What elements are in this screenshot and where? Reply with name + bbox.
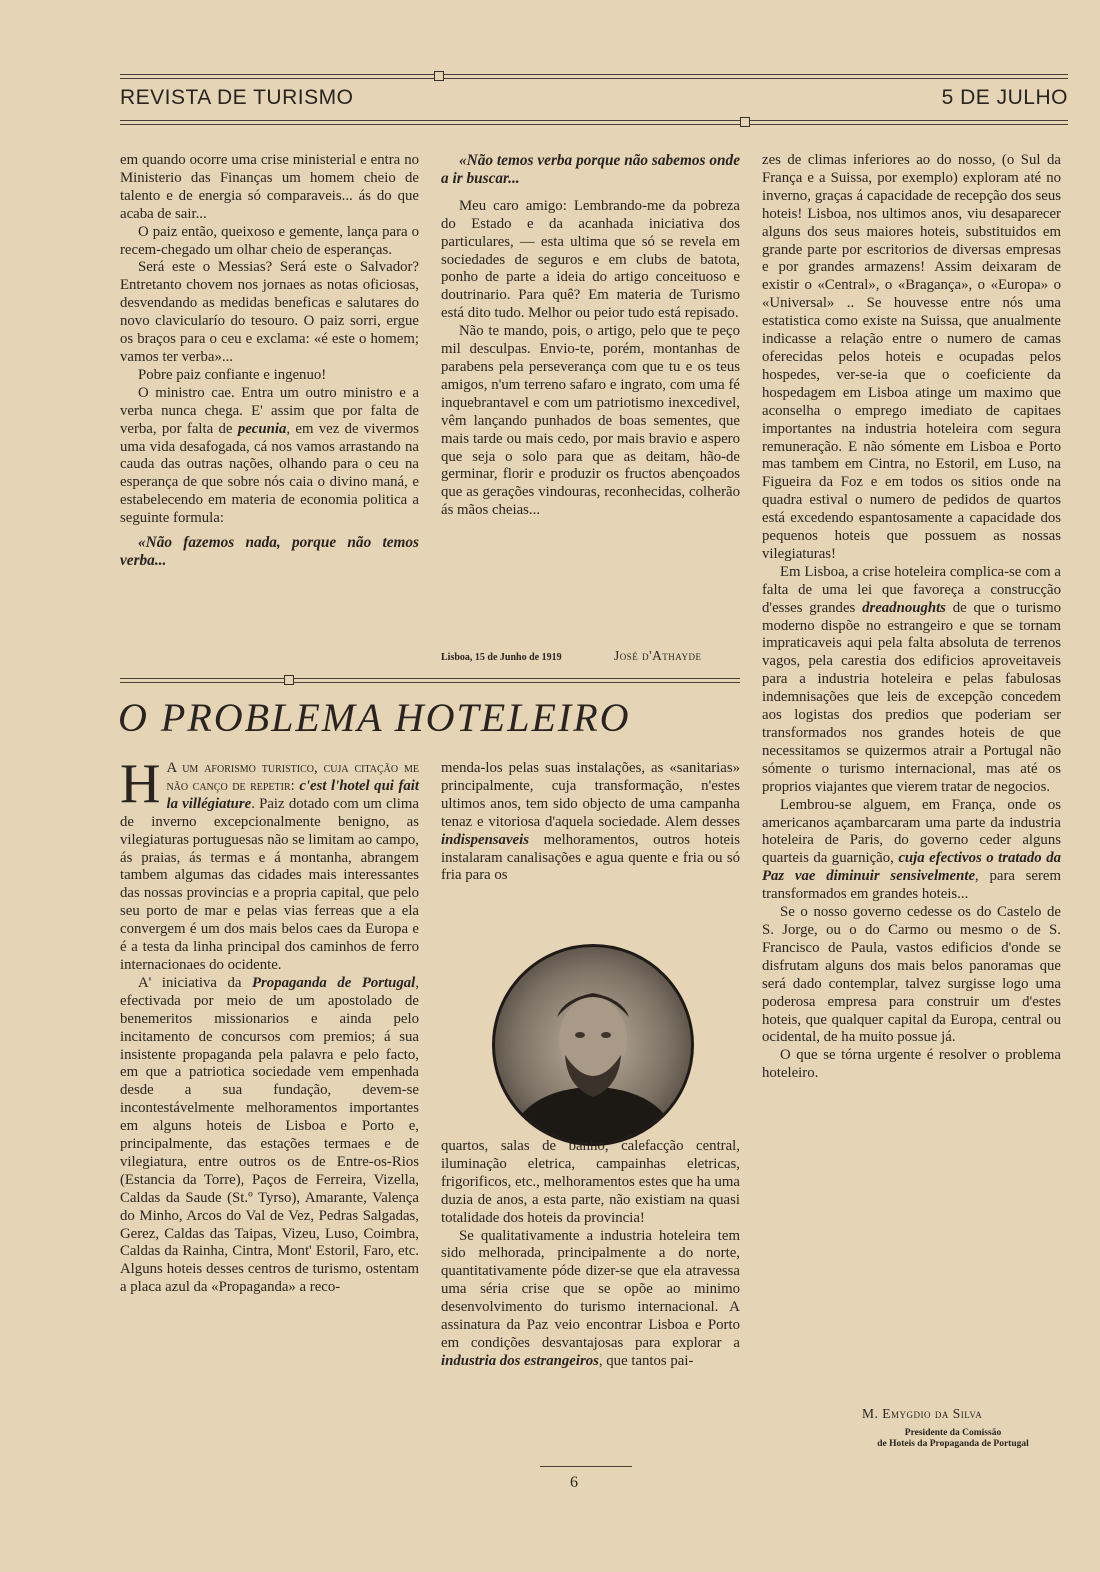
issue-date: 5 DE JULHO <box>941 86 1068 109</box>
ornament-box <box>284 675 294 685</box>
header-rule-top-2 <box>120 78 1068 79</box>
paragraph: Será este o Messias? Será este o Salvador? Entretanto chovem nos jornaes as notas oficiosas, desvendando as medidas beneficas e salutares do novo clavicularío do tesouro. O paiz sorri, ergue os braços para o ceu e exclama: «é este o homem; vamos ter verba»... <box>120 259 419 365</box>
first-article-column-2 <box>441 152 740 520</box>
paragraph: H A um aforismo turistico, cuja citação me não canço de repetir: c'est l'hotel qui fait la villégiature. Paiz dotado com um clima de inverno excepcionalmente benigno, as vilegiaturas portuguesas não se limitam ao campo, ás praias, ás termas e á montanha, abrangem tambem algumas das cidades mais interessantes das nossas provincias e a propria capital, que pelo seu porto de mar e pelas vias ferreas que a ela convergem é um dos mais belos caes da Europa e é a testa da linha principal dos caminhos de ferro internacionaes do ocidente. <box>120 753 420 973</box>
paragraph: Meu caro amigo: Lembrando-me da pobreza do Estado e da acanhada iniciativa dos particulares, — esta ultima que só se revela em sociedades de seguros e em clubs de batota, ponho de parte a ideia do artigo conceituoso e doutrinario. Para quê? Em materia de Turismo está dito tudo. Melhor ou peior tudo está repisado. <box>441 197 740 322</box>
emphasis: Propaganda de Portugal <box>252 974 416 991</box>
article-author: José d'Athayde <box>614 648 702 663</box>
article-title: O PROBLEMA HOTELEIRO <box>118 695 631 740</box>
second-article-column-2 <box>441 760 740 885</box>
second-article-column-1 <box>120 753 420 1297</box>
paragraph: Pobre paiz confiante e ingenuo! <box>138 366 327 383</box>
quote: «Não fazemos nada, porque não temos verba... <box>120 534 419 569</box>
section-rule <box>120 678 740 679</box>
paragraph: O ministro cae. Entra um outro ministro e a verba nunca chega. E' assim que por falta de verba, por falta de pecunia, em vez de vivermos uma vida desafogada, cá nos vamos arrastando na cauda das outras nações, olhando para o ceu na esperança de que sobre nós caia o divino maná, e estabelecendo em materia de economia politica a seguinte formula: <box>120 384 419 527</box>
first-article-column-1 <box>120 152 419 570</box>
page-number: 6 <box>570 1474 578 1491</box>
emphasis: cuja efectivos o tratado da Paz vae diminuir sensivelmente <box>762 850 1061 885</box>
footer-rule <box>540 1466 632 1467</box>
paragraph: A' iniciativa da Propaganda de Portugal, efectivada por meio de um apostolado de benemeritos missionarios e ainda pelo incitamento de concursos com premios; á sua insistente propaganda pela palavra e pelo facto, em que a patriotica sociedade vem empenhada desde a sua fundação, devem-se incontestávelmente melhoramentos importantes em alguns hoteis de Lisboa e Porto e, principalmente, das estações termaes e de vilegiatura, entre outros os de Entre-os-Rios (Estancia da Torre), Paços de Ferreira, Vizella, Caldas da Saude (St.º Tyrso), Amarante, Valença do Minho, Arcos do Val de Vez, Pedras Salgadas, Gerez, Caldas das Taipas, Vizeu, Luso, Coimbra, Caldas da Rainha, Cintra, Mont' Estoril, Faro, etc. Alguns hoteis desses centros de turismo, ostentam a placa azul da «Propaganda» a reco- <box>120 974 420 1296</box>
paragraph: O paiz então, queixoso e gemente, lança para o recem-chegado um olhar cheio de esperanças. <box>120 223 419 258</box>
magazine-title: REVISTA DE TURISMO <box>120 86 354 109</box>
emphasis: dreadnoughts <box>862 599 946 616</box>
second-article-author: M. Emygdio da Silva <box>862 1406 983 1421</box>
paragraph: Lembrou-se alguem, em França, onde os americanos açambarcaram uma parte da industria hoteleira de Paris, do governo ceder alguns quarteis da guarnição, cuja efectivos o tratado da Paz vae diminuir sensivelmente, para serem transformados em grandes hoteis... <box>762 796 1061 903</box>
emphasis: c'est l'hotel qui fait la villégiature <box>166 777 420 812</box>
paragraph: menda-los pelas suas instalações, as «sanitarias» principalmente, cuja transformação, n'estes ultimos anos, tem sido objecto de uma campanha tenaz e vitoriosa d'aquela sociedade. Alem desses indispensaveis melhoramentos, outros hoteis instalaram canalisações e agua quente e fria ou só fria para os <box>441 760 740 884</box>
section-rule-2 <box>120 682 740 683</box>
author-role: Presidente da Comissão de Hoteis da Propaganda de Portugal <box>877 1428 1029 1449</box>
paragraph: Não te mando, pois, o artigo, pelo que te peço mil desculpas. Envio-te, porém, montanhas de parabens pela perseverança com que tu e os teus amigos, n'um terreno safaro e ingrato, com uma fé inquebrantavel e com um patriotismo inexcedivel, vêm lançando punhados de boas sementes, que mais tarde ou mais cedo, por mais bravio e aspero que seja o solo para que as deitam, hão-de germinar, florir e produzir os fructos abençoados que as gerações vindouras, reconhecidas, colherão ás mãos cheias... <box>441 323 740 519</box>
paragraph: Se qualitativamente a industria hoteleira tem sido melhorada, principalmente a do norte, quantitativamente póde dizer-se que ela atravessa uma séria crise que se opõe ao minimo desenvolvimento do turismo internacional. A assinatura da Paz veio encontrar Lisboa e Porto em condições desvantajosas para explorar a industria dos estrangeiros, que tantos pai- <box>441 1227 740 1369</box>
paragraph: Se o nosso governo cedesse os do Castelo de S. Jorge, ou o do Carmo ou mesmo o de S. Francisco de Paula, vastos edificios d'onde se disfrutam alguns dos mais belos panoramas que será dado contemplar, talvez surgisse logo uma poderosa empresa para construir um d'estes hoteis, que qualquer capital da Europa, central ou ocidental, de ha muito possue já. <box>762 904 1061 1046</box>
portrait-icon <box>495 947 691 1143</box>
paragraph: zes de climas inferiores ao do nosso, (o Sul da França e a Suissa, por exemplo) exploram até no inverno, graças á capacidade de recepção dos seus hoteis! Lisboa, nos ultimos anos, viu desaparecer alguns dos seus maiores hoteis, substituidos em grande parte por escritorios de diversas empresas e por grandes armazens! Assim deixaram de existir o «Central», o «Bragança», o «Europa» o «Universal» .. Se houvesse entre nós uma estatistica como existe na Suissa, que anualmente indicasse a relação entre o numero de camas oferecidas pelos hoteis e ocupadas pelos hospedes, ver-se-ia que o coeficiente da hospedagem em Lisboa atinge um maximo que aconselha o emprego imediato de capitaes importantes na industria hoteleira com segura remuneração. E não sómente em Lisboa e Porto mas tambem em Cintra, no Estoril, em Luso, na Figueira da Foz e em todos os sitios onde na quadra estival o numero de pedidos de quartos está excedendo espantosamente a capacidade dos pequenos hoteis que possuem as nossas vilegiaturas! <box>762 152 1061 562</box>
article-date: Lisboa, 15 de Junho de 1919 <box>441 652 562 663</box>
paragraph: em quando ocorre uma crise ministerial e entra no Ministerio das Finanças um homem cheio de talento e de energia só comparaveis... ás do que acaba de sair... <box>120 152 419 222</box>
paragraph: quartos, salas de banho, calefacção central, iluminação eletrica, campainhas eletricas, frigorificos, etc., melhoramentos estes que ha uma duzia de anos, a esta parte, não existiam na quasi totalidade dos hoteis da provincia! <box>441 1138 740 1226</box>
emphasis: industria dos estrangeiros <box>441 1352 599 1369</box>
portrait-photo <box>492 944 694 1146</box>
ornament-box <box>434 71 444 81</box>
emphasis: indispensaveis <box>441 831 529 848</box>
paragraph: Em Lisboa, a crise hoteleira complica-se com a falta de uma lei que favoreça a construcção d'esses grandes dreadnoughts de que o turismo moderno dispõe no estrangeiro e que se tornam impraticaveis aqui pela falta absoluta de terrenos vagos, pela carestia dos edificios aproveitaveis para a industria hoteleira e pelas fabulosas indemnisações que leis de excepção concedem aos logistas dos predios que poderiam ser transformados nos grandes hoteis de que necessitamos se quizermos atrair a Portugal não sómente o turismo internacional, mas até os proprios viajantes que vierem tratar de negocios. <box>762 563 1062 795</box>
header-rule-top <box>120 74 1068 75</box>
right-column <box>762 152 1061 1083</box>
drop-cap: H <box>120 753 161 815</box>
ornament-box <box>740 117 750 127</box>
quote: «Não temos verba porque não sabemos onde a ir buscar... <box>441 152 740 187</box>
paragraph: O que se tórna urgente é resolver o problema hoteleiro. <box>762 1047 1061 1082</box>
header-rule-bottom <box>120 120 1068 121</box>
header-rule-bottom-2 <box>120 124 1068 125</box>
second-article-column-2-lower <box>441 1138 740 1371</box>
emphasis: pecunia <box>237 420 287 437</box>
